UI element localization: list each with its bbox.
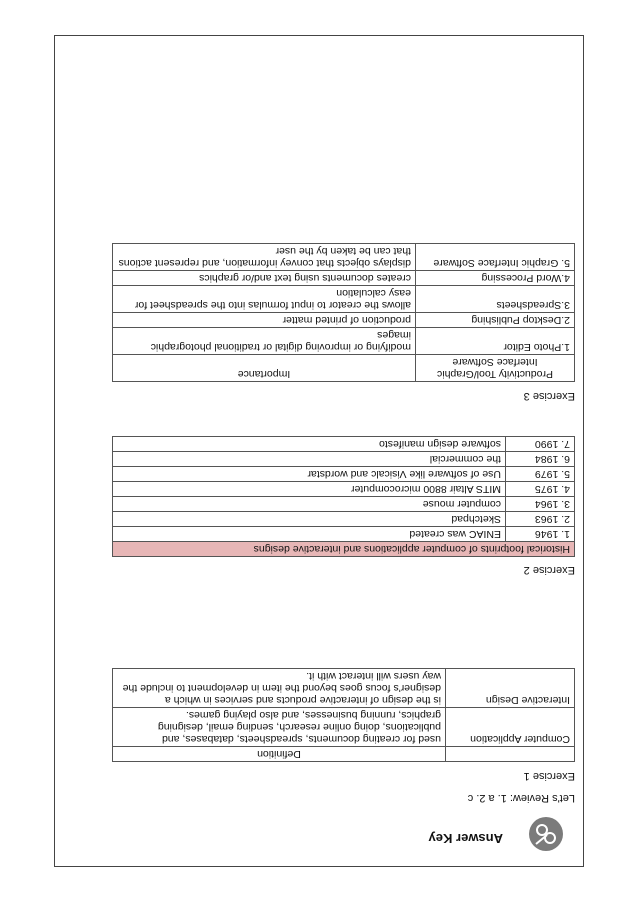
table-row: 2. 1963 Sketchpad	[113, 512, 575, 527]
table-row: 4.Word Processing creates documents using text and/or graphics	[113, 271, 575, 286]
exercise2-table	[112, 436, 575, 557]
page-title: Answer Key	[428, 831, 503, 846]
definition-cell: is the design of interactive products and services in which a designer's focus goes beyond the item in development to include the way users will interact with it.	[113, 669, 446, 708]
definition-cell: used for creating documents, spreadsheets, databases, and publications, doing online research, sending email, designing graphics, running businesses, and also playing games.	[113, 708, 446, 747]
table-row: 7. 1990 software design manifesto	[113, 437, 575, 452]
table-row: 1. 1946 ENIAC was created	[113, 527, 575, 542]
lets-review: Let's Review: 1. a 2. c	[467, 792, 575, 804]
table-row	[113, 669, 575, 708]
table-row: 6. 1984 the commercial	[113, 452, 575, 467]
exercise2-label: Exercise 2	[523, 564, 575, 576]
exercise1-head: Definition	[113, 747, 446, 762]
exercise1-table	[112, 668, 575, 762]
exercise3-head-left: Productivity Tool/Graphic Interface Software	[416, 355, 575, 382]
term-cell: Computer Application	[446, 708, 575, 747]
key-icon	[529, 817, 563, 851]
table-row: 1.Photo Editor modifying or improving digital or traditional photographic images	[113, 328, 575, 355]
exercise3-head-right: Importance	[113, 355, 416, 382]
table-row	[113, 708, 575, 747]
exercise2-head: Historical footprints of computer applications and interactive designs	[113, 542, 575, 557]
exercise3-label: Exercise 3	[523, 390, 575, 402]
table-row: 5. Graphic Interface Software displays objects that convey information, and represent actions that can be taken by the user	[113, 244, 575, 271]
page-frame	[54, 35, 584, 867]
table-row: 3.Spreadsheets allows the creator to input formulas into the spreadsheet for easy calculation	[113, 286, 575, 313]
term-cell: Interactive Design	[446, 669, 575, 708]
table-row: 5. 1979 Use of software like Visicalc and wordstar	[113, 467, 575, 482]
exercise1-label: Exercise 1	[523, 770, 575, 782]
table-row: 4. 1975 MITS Altair 8800 microcomputer	[113, 482, 575, 497]
exercise3-table	[112, 243, 575, 382]
table-row: 2.Desktop Publishing production of printed matter	[113, 313, 575, 328]
table-row: 3. 1964 computer mouse	[113, 497, 575, 512]
